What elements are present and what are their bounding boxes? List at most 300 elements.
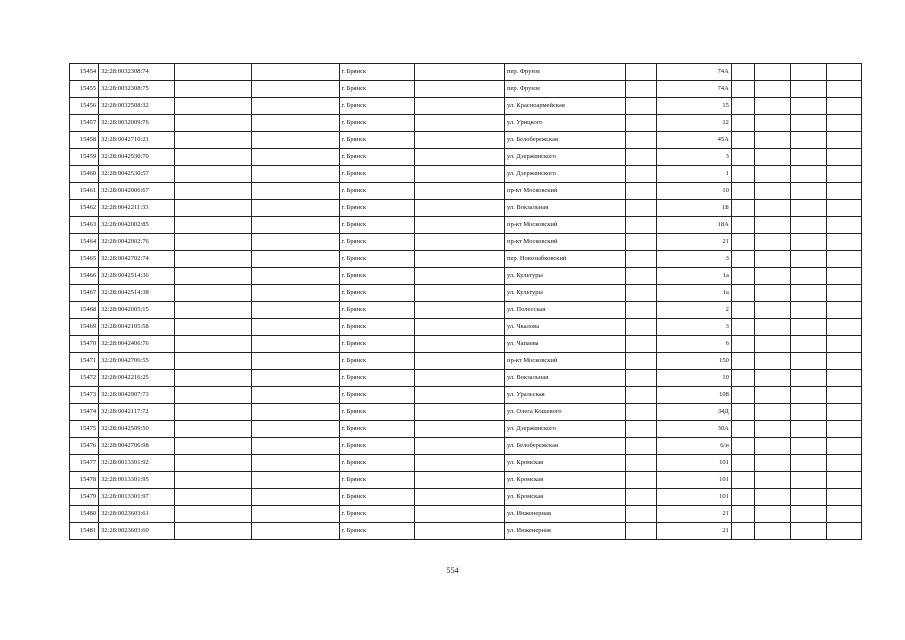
- empty-cell: [731, 166, 754, 183]
- empty-cell: [754, 81, 790, 98]
- empty-cell: [625, 251, 656, 268]
- empty-cell: [826, 438, 861, 455]
- empty-cell: [731, 98, 754, 115]
- table-row: [70, 455, 862, 472]
- empty-cell: [754, 166, 790, 183]
- street: пр-кт Московский: [504, 217, 625, 234]
- empty-cell: [252, 81, 339, 98]
- cadastral-number: 32:28:0042006:67: [99, 183, 175, 200]
- house-number: 2: [656, 302, 731, 319]
- empty-cell: [731, 302, 754, 319]
- empty-cell: [625, 285, 656, 302]
- empty-cell: [415, 149, 505, 166]
- empty-cell: [625, 319, 656, 336]
- empty-cell: [826, 217, 861, 234]
- empty-cell: [731, 268, 754, 285]
- empty-cell: [731, 489, 754, 506]
- street: ул. Белобережская: [504, 132, 625, 149]
- empty-cell: [731, 421, 754, 438]
- empty-cell: [791, 438, 826, 455]
- empty-cell: [252, 353, 339, 370]
- city: г. Брянск: [339, 438, 415, 455]
- street: пер. Новозыбковский: [504, 251, 625, 268]
- row-number: 15481: [70, 523, 99, 540]
- house-number: 18А: [656, 217, 731, 234]
- street: ул. Урицкого: [504, 115, 625, 132]
- empty-cell: [415, 523, 505, 540]
- city: г. Брянск: [339, 64, 415, 81]
- cadastral-number: 32:28:0042514:38: [99, 285, 175, 302]
- house-number: 21: [656, 234, 731, 251]
- empty-cell: [625, 81, 656, 98]
- cadastral-number: 32:28:0042710:21: [99, 132, 175, 149]
- table-row: [70, 336, 862, 353]
- empty-cell: [826, 64, 861, 81]
- empty-cell: [175, 489, 252, 506]
- empty-cell: [175, 115, 252, 132]
- empty-cell: [754, 438, 790, 455]
- empty-cell: [175, 268, 252, 285]
- cadastral-number: 32:28:0042530:70: [99, 149, 175, 166]
- table-row: [70, 251, 862, 268]
- empty-cell: [826, 285, 861, 302]
- empty-cell: [754, 489, 790, 506]
- empty-cell: [754, 455, 790, 472]
- empty-cell: [252, 115, 339, 132]
- empty-cell: [791, 472, 826, 489]
- empty-cell: [731, 183, 754, 200]
- empty-cell: [754, 353, 790, 370]
- table-row: [70, 472, 862, 489]
- empty-cell: [791, 489, 826, 506]
- empty-cell: [791, 302, 826, 319]
- empty-cell: [175, 472, 252, 489]
- table-row: [70, 438, 862, 455]
- street: ул. Вокзальная: [504, 370, 625, 387]
- city: г. Брянск: [339, 387, 415, 404]
- row-number: 15456: [70, 98, 99, 115]
- cadastral-number: 32:28:0042002:85: [99, 217, 175, 234]
- cadastral-number: 32:28:0042216:25: [99, 370, 175, 387]
- empty-cell: [754, 472, 790, 489]
- house-number: 15: [656, 98, 731, 115]
- empty-cell: [791, 455, 826, 472]
- house-number: 21: [656, 523, 731, 540]
- house-number: 101: [656, 455, 731, 472]
- empty-cell: [754, 234, 790, 251]
- table-row: [70, 404, 862, 421]
- street: пр-кт Московский: [504, 353, 625, 370]
- empty-cell: [731, 404, 754, 421]
- empty-cell: [731, 506, 754, 523]
- empty-cell: [625, 183, 656, 200]
- table-row: [70, 166, 862, 183]
- table-row: [70, 217, 862, 234]
- empty-cell: [754, 387, 790, 404]
- city: г. Брянск: [339, 200, 415, 217]
- cadastral-number: 32:28:0013301:97: [99, 489, 175, 506]
- empty-cell: [625, 404, 656, 421]
- empty-cell: [415, 234, 505, 251]
- city: г. Брянск: [339, 421, 415, 438]
- empty-cell: [415, 302, 505, 319]
- empty-cell: [625, 506, 656, 523]
- empty-cell: [415, 438, 505, 455]
- cadastral-number: 32:28:0023603:60: [99, 523, 175, 540]
- empty-cell: [252, 404, 339, 421]
- empty-cell: [731, 81, 754, 98]
- row-number: 15457: [70, 115, 99, 132]
- city: г. Брянск: [339, 217, 415, 234]
- city: г. Брянск: [339, 183, 415, 200]
- empty-cell: [252, 217, 339, 234]
- empty-cell: [415, 98, 505, 115]
- city: г. Брянск: [339, 370, 415, 387]
- empty-cell: [826, 370, 861, 387]
- empty-cell: [252, 183, 339, 200]
- empty-cell: [415, 370, 505, 387]
- empty-cell: [826, 455, 861, 472]
- house-number: 6/н: [656, 438, 731, 455]
- row-number: 15467: [70, 285, 99, 302]
- empty-cell: [826, 251, 861, 268]
- empty-cell: [754, 336, 790, 353]
- city: г. Брянск: [339, 455, 415, 472]
- empty-cell: [625, 64, 656, 81]
- house-number: 3: [656, 319, 731, 336]
- empty-cell: [754, 149, 790, 166]
- empty-cell: [175, 132, 252, 149]
- city: г. Брянск: [339, 472, 415, 489]
- house-number: 21: [656, 506, 731, 523]
- empty-cell: [252, 64, 339, 81]
- empty-cell: [415, 166, 505, 183]
- empty-cell: [252, 149, 339, 166]
- cadastral-number: 32:28:0042211:33: [99, 200, 175, 217]
- cadastral-number: 32:28:0042117:72: [99, 404, 175, 421]
- street: ул. Дзержинского: [504, 421, 625, 438]
- empty-cell: [175, 183, 252, 200]
- house-number: 1а: [656, 268, 731, 285]
- row-number: 15474: [70, 404, 99, 421]
- empty-cell: [791, 336, 826, 353]
- street: ул. Белобережская: [504, 438, 625, 455]
- empty-cell: [625, 387, 656, 404]
- empty-cell: [791, 268, 826, 285]
- house-number: 3: [656, 251, 731, 268]
- registry-table: [69, 63, 862, 540]
- house-number: 10: [656, 183, 731, 200]
- empty-cell: [625, 132, 656, 149]
- empty-cell: [252, 336, 339, 353]
- empty-cell: [826, 183, 861, 200]
- empty-cell: [731, 370, 754, 387]
- empty-cell: [754, 200, 790, 217]
- street: ул. Кромская: [504, 489, 625, 506]
- cadastral-number: 32:28:0042005:15: [99, 302, 175, 319]
- street: пр-кт Московский: [504, 234, 625, 251]
- empty-cell: [252, 319, 339, 336]
- row-number: 15476: [70, 438, 99, 455]
- empty-cell: [625, 336, 656, 353]
- row-number: 15460: [70, 166, 99, 183]
- city: г. Брянск: [339, 149, 415, 166]
- row-number: 15454: [70, 64, 99, 81]
- empty-cell: [252, 387, 339, 404]
- empty-cell: [754, 64, 790, 81]
- empty-cell: [826, 472, 861, 489]
- empty-cell: [625, 268, 656, 285]
- house-number: 6: [656, 336, 731, 353]
- row-number: 15466: [70, 268, 99, 285]
- house-number: 74А: [656, 81, 731, 98]
- empty-cell: [252, 438, 339, 455]
- street: ул. Вокзальная: [504, 200, 625, 217]
- empty-cell: [625, 98, 656, 115]
- empty-cell: [175, 387, 252, 404]
- empty-cell: [252, 132, 339, 149]
- empty-cell: [175, 523, 252, 540]
- street: ул. Олега Кошевого: [504, 404, 625, 421]
- empty-cell: [826, 523, 861, 540]
- empty-cell: [415, 421, 505, 438]
- empty-cell: [252, 285, 339, 302]
- empty-cell: [754, 404, 790, 421]
- empty-cell: [731, 438, 754, 455]
- empty-cell: [826, 302, 861, 319]
- empty-cell: [731, 251, 754, 268]
- empty-cell: [731, 523, 754, 540]
- empty-cell: [826, 132, 861, 149]
- row-number: 15459: [70, 149, 99, 166]
- empty-cell: [791, 217, 826, 234]
- row-number: 15464: [70, 234, 99, 251]
- table-row: [70, 506, 862, 523]
- city: г. Брянск: [339, 132, 415, 149]
- empty-cell: [625, 523, 656, 540]
- empty-cell: [175, 251, 252, 268]
- row-number: 15463: [70, 217, 99, 234]
- empty-cell: [415, 472, 505, 489]
- table-row: [70, 149, 862, 166]
- empty-cell: [791, 319, 826, 336]
- empty-cell: [754, 506, 790, 523]
- table-row: [70, 268, 862, 285]
- street: ул. Кромская: [504, 472, 625, 489]
- house-number: 34Д: [656, 404, 731, 421]
- cadastral-number: 32:28:0023603:61: [99, 506, 175, 523]
- row-number: 15471: [70, 353, 99, 370]
- empty-cell: [754, 268, 790, 285]
- empty-cell: [754, 115, 790, 132]
- city: г. Брянск: [339, 336, 415, 353]
- empty-cell: [826, 166, 861, 183]
- empty-cell: [415, 387, 505, 404]
- row-number: 15462: [70, 200, 99, 217]
- street: ул. Культуры: [504, 268, 625, 285]
- empty-cell: [731, 472, 754, 489]
- table-row: [70, 387, 862, 404]
- empty-cell: [415, 336, 505, 353]
- table-row: [70, 421, 862, 438]
- street: ул. Дзержинского: [504, 149, 625, 166]
- empty-cell: [625, 302, 656, 319]
- street: пр-кт Московский: [504, 183, 625, 200]
- empty-cell: [791, 285, 826, 302]
- empty-cell: [252, 268, 339, 285]
- empty-cell: [826, 387, 861, 404]
- street: пер. Фрунзе: [504, 64, 625, 81]
- empty-cell: [252, 98, 339, 115]
- house-number: 1: [656, 166, 731, 183]
- empty-cell: [415, 132, 505, 149]
- house-number: 150: [656, 353, 731, 370]
- empty-cell: [826, 353, 861, 370]
- table-row: [70, 370, 862, 387]
- house-number: 3: [656, 149, 731, 166]
- empty-cell: [731, 234, 754, 251]
- empty-cell: [175, 285, 252, 302]
- table-row: [70, 319, 862, 336]
- empty-cell: [731, 217, 754, 234]
- empty-cell: [754, 251, 790, 268]
- empty-cell: [415, 251, 505, 268]
- city: г. Брянск: [339, 489, 415, 506]
- empty-cell: [625, 200, 656, 217]
- empty-cell: [625, 489, 656, 506]
- cadastral-number: 32:28:0042907:73: [99, 387, 175, 404]
- empty-cell: [415, 319, 505, 336]
- empty-cell: [754, 319, 790, 336]
- empty-cell: [415, 285, 505, 302]
- empty-cell: [826, 336, 861, 353]
- empty-cell: [791, 370, 826, 387]
- empty-cell: [252, 489, 339, 506]
- empty-cell: [731, 285, 754, 302]
- row-number: 15477: [70, 455, 99, 472]
- city: г. Брянск: [339, 285, 415, 302]
- empty-cell: [791, 81, 826, 98]
- empty-cell: [791, 149, 826, 166]
- city: г. Брянск: [339, 166, 415, 183]
- empty-cell: [791, 234, 826, 251]
- empty-cell: [625, 353, 656, 370]
- empty-cell: [415, 183, 505, 200]
- empty-cell: [731, 149, 754, 166]
- street: ул. Чапаева: [504, 336, 625, 353]
- empty-cell: [826, 319, 861, 336]
- empty-cell: [252, 302, 339, 319]
- empty-cell: [252, 251, 339, 268]
- empty-cell: [826, 149, 861, 166]
- empty-cell: [791, 506, 826, 523]
- table-row: [70, 353, 862, 370]
- empty-cell: [415, 489, 505, 506]
- empty-cell: [754, 217, 790, 234]
- empty-cell: [731, 115, 754, 132]
- house-number: 108: [656, 387, 731, 404]
- row-number: 15479: [70, 489, 99, 506]
- city: г. Брянск: [339, 81, 415, 98]
- house-number: 74А: [656, 64, 731, 81]
- empty-cell: [826, 489, 861, 506]
- street: ул. Кромская: [504, 455, 625, 472]
- empty-cell: [791, 404, 826, 421]
- empty-cell: [791, 166, 826, 183]
- empty-cell: [731, 319, 754, 336]
- row-number: 15475: [70, 421, 99, 438]
- empty-cell: [826, 404, 861, 421]
- table-row: [70, 285, 862, 302]
- row-number: 15469: [70, 319, 99, 336]
- table-row: [70, 98, 862, 115]
- row-number: 15478: [70, 472, 99, 489]
- empty-cell: [826, 268, 861, 285]
- empty-cell: [175, 81, 252, 98]
- empty-cell: [415, 404, 505, 421]
- empty-cell: [625, 234, 656, 251]
- house-number: 101: [656, 489, 731, 506]
- empty-cell: [791, 387, 826, 404]
- street: ул. Уральская: [504, 387, 625, 404]
- city: г. Брянск: [339, 251, 415, 268]
- cadastral-number: 32:28:0042105:58: [99, 319, 175, 336]
- empty-cell: [415, 200, 505, 217]
- empty-cell: [175, 166, 252, 183]
- empty-cell: [754, 183, 790, 200]
- empty-cell: [252, 523, 339, 540]
- row-number: 15472: [70, 370, 99, 387]
- empty-cell: [826, 234, 861, 251]
- cadastral-number: 32:28:0042706:98: [99, 438, 175, 455]
- empty-cell: [625, 115, 656, 132]
- empty-cell: [252, 234, 339, 251]
- city: г. Брянск: [339, 319, 415, 336]
- empty-cell: [175, 438, 252, 455]
- empty-cell: [826, 98, 861, 115]
- cadastral-number: 32:28:0032508:32: [99, 98, 175, 115]
- street: ул. Инженерная: [504, 523, 625, 540]
- city: г. Брянск: [339, 302, 415, 319]
- row-number: 15480: [70, 506, 99, 523]
- empty-cell: [625, 149, 656, 166]
- cadastral-number: 32:28:0013301:95: [99, 472, 175, 489]
- cadastral-number: 32:28:0032009:76: [99, 115, 175, 132]
- house-number: 12: [656, 115, 731, 132]
- cadastral-number: 32:28:0013301:92: [99, 455, 175, 472]
- empty-cell: [625, 472, 656, 489]
- empty-cell: [415, 64, 505, 81]
- empty-cell: [754, 302, 790, 319]
- empty-cell: [791, 353, 826, 370]
- empty-cell: [175, 404, 252, 421]
- cadastral-number: 32:28:0042706:55: [99, 353, 175, 370]
- empty-cell: [175, 149, 252, 166]
- table-row: [70, 234, 862, 251]
- table-row: [70, 489, 862, 506]
- empty-cell: [252, 506, 339, 523]
- empty-cell: [754, 370, 790, 387]
- empty-cell: [625, 166, 656, 183]
- cadastral-number: 32:28:0042002:76: [99, 234, 175, 251]
- empty-cell: [731, 200, 754, 217]
- empty-cell: [175, 200, 252, 217]
- house-number: 45А: [656, 132, 731, 149]
- table-row: [70, 523, 862, 540]
- cadastral-number: 32:28:0042514:36: [99, 268, 175, 285]
- empty-cell: [252, 455, 339, 472]
- empty-cell: [791, 421, 826, 438]
